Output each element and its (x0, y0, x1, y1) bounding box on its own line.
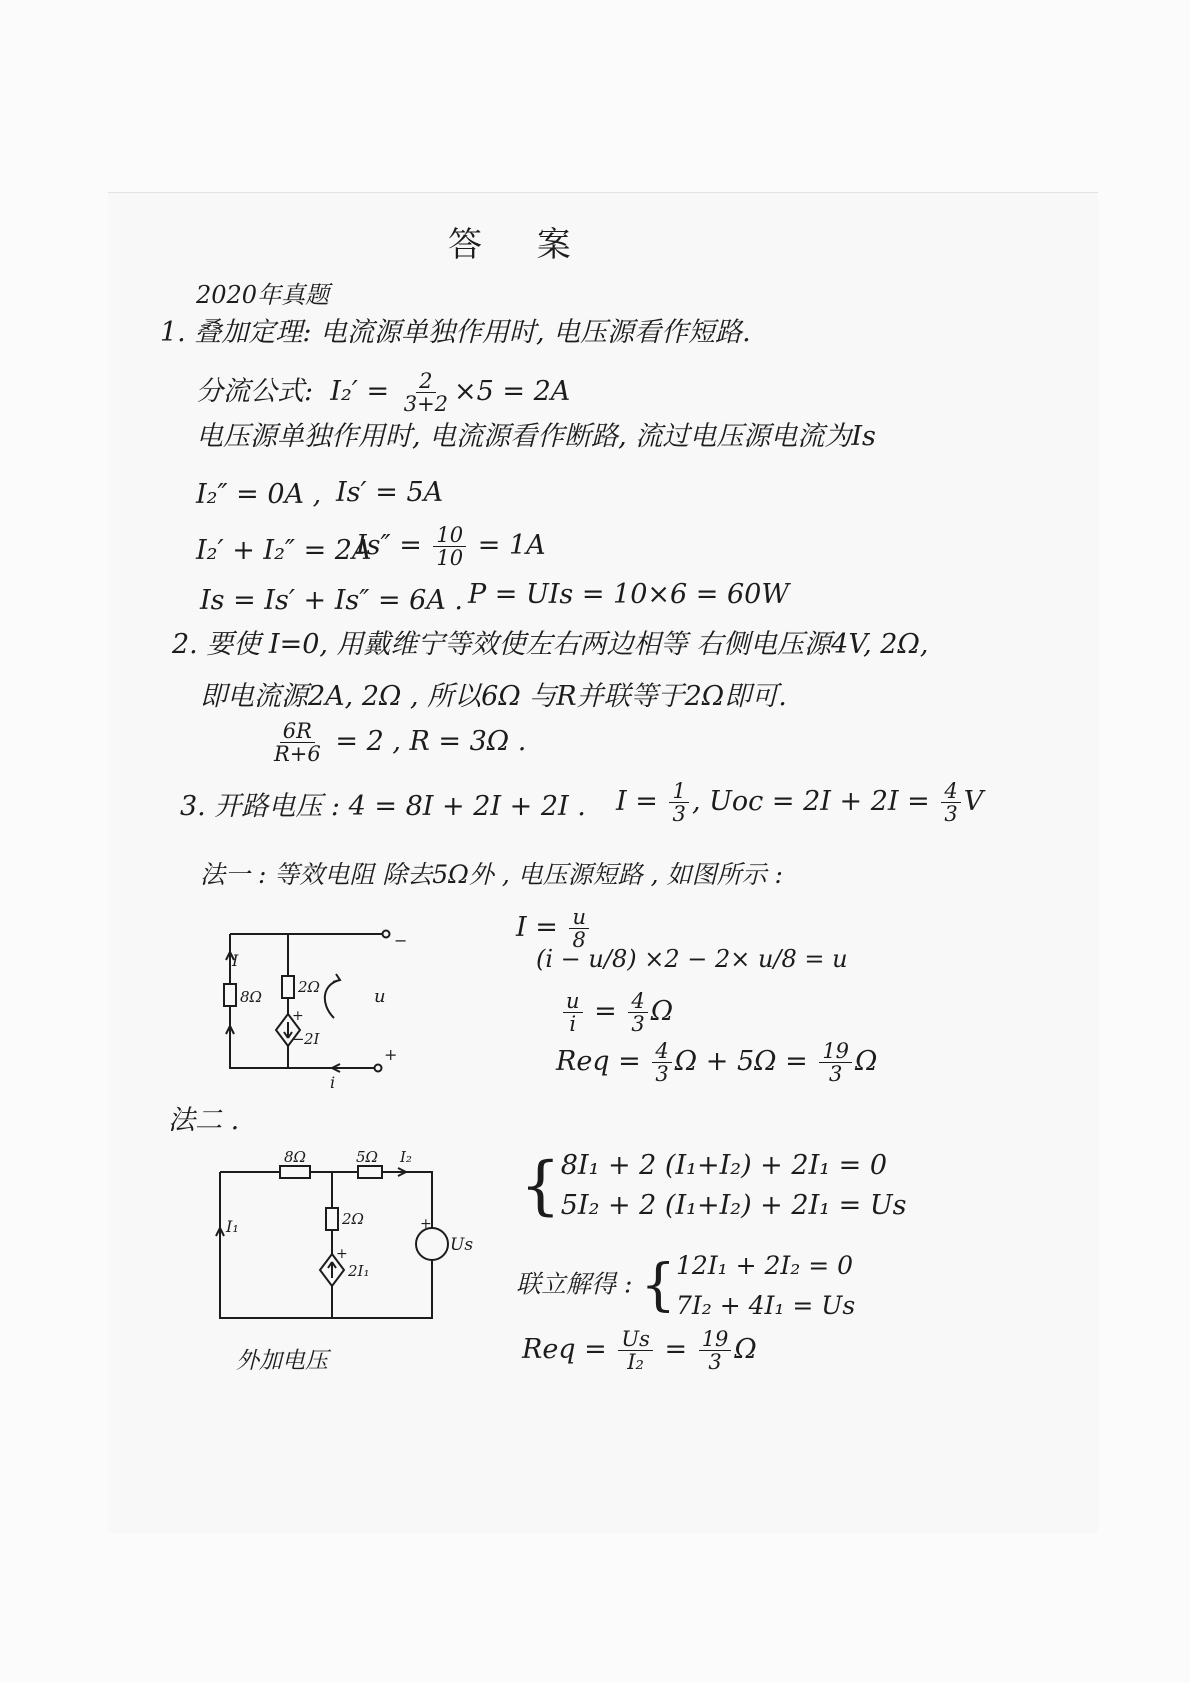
m1-eq3: $\frac{u}{i}$ = $\frac{4}{3}$ Ω (560, 990, 673, 1035)
circuit-diagram-1 (222, 922, 422, 1092)
c2-src-arrow (328, 1262, 336, 1278)
c1-label-u: u (374, 986, 386, 1007)
q3-method2: 法二 . (168, 1105, 240, 1136)
q1-line3: 电压源单独作用时, 电流源看作断路, 流过电压源电流为Is (196, 421, 876, 452)
m1-eq2: (i − u/8) ×2 − 2× u/8 = u (536, 945, 848, 973)
m2-caption: 外加电压 (236, 1348, 328, 1374)
q2-line1: 2. 要使 I=0, 用戴维宁等效使左右两边相等 右侧电压源4V, 2Ω, (172, 629, 929, 660)
c1-label-I: I (232, 951, 239, 970)
q1-line4b: Is′ = 5A (336, 477, 444, 508)
c1-label-minus: − (292, 1030, 305, 1048)
c1-label-out-plus: + (384, 1045, 398, 1064)
q1-line1: 1. 叠加定理: 电流源单独作用时, 电压源看作短路. (160, 317, 751, 348)
year-heading: 2020年真题 (196, 281, 330, 309)
c2-label-I2: I₂ (400, 1148, 412, 1166)
q1-line4a: I₂″ = 0A , (196, 479, 322, 510)
circuit-diagram-2 (216, 1148, 476, 1328)
c2-label-Us: Us (450, 1235, 474, 1255)
c1-label-plus: + (292, 1008, 304, 1024)
m1-eq4: Req = $\frac{4}{3}$ Ω + 5Ω = $\frac{19}{3}$ Ω (556, 1039, 878, 1086)
q1-line2: 分流公式: I₂′ = $\frac{2}{3+2}$ ×5 = 2A (196, 369, 571, 416)
m1-eq1: I = $\frac{u}{8}$ (516, 906, 592, 951)
c2-label-src-plus: + (420, 1216, 432, 1232)
m2-req: Req = $\frac{Us}{\text{I₂}}$ = $\frac{19}{3}$ Ω (522, 1327, 757, 1374)
c1-terminal-top (383, 931, 390, 938)
c1-src-arrow (284, 1022, 292, 1038)
c1-resistor-2 (282, 976, 294, 998)
q3-line1b: I = $\frac{1}{3}$ (616, 780, 692, 825)
c2-outer-loop (220, 1172, 432, 1318)
c1-resistor-8 (224, 984, 236, 1006)
q1-line5b: Is″ = $\frac{10}{10}$ = 1A (356, 523, 546, 570)
c2-label-2: 2Ω (342, 1210, 364, 1228)
m2-solve: 联立解得 : { 12I₁ + 2I₂ = 0 7I₂ + 4I₁ = Us (516, 1251, 856, 1320)
c1-label-src: 2I (304, 1030, 320, 1048)
q3-method1: 法一 : 等效电阻 除去5Ω外 , 电压源短路 , 如图所示 : (200, 860, 783, 889)
c1-label-i: i (330, 1073, 336, 1092)
c1-terminal-bottom (375, 1065, 382, 1072)
q3-line1c: , Uoc = 2I + 2I = $\frac{4}{3}$ V (692, 779, 984, 826)
c1-loop-arrow (325, 974, 340, 1018)
q1-line6b: P = UIs = 10×6 = 60W (468, 579, 790, 610)
c2-label-I1: I₁ (226, 1217, 239, 1236)
c2-label-5: 5Ω (356, 1148, 378, 1166)
c2-resistor-2 (326, 1208, 338, 1230)
c2-voltage-source (416, 1228, 448, 1260)
q2-line2: 即电流源2A, 2Ω , 所以6Ω 与R并联等于2Ω即可. (200, 681, 787, 712)
c1-label-8: 8Ω (240, 988, 262, 1006)
q2-line3: $\frac{6R}{R+6}$ = 2 , R = 3Ω . (274, 719, 527, 766)
c2-label-plus: + (336, 1246, 348, 1262)
c2-resistor-5 (358, 1166, 382, 1178)
c2-label-8: 8Ω (284, 1148, 306, 1166)
c1-label-2: 2Ω (298, 978, 320, 996)
c1-label-out-minus: − (394, 931, 408, 950)
q1-line6a: Is = Is′ + Is″ = 6A . (200, 585, 463, 616)
q1-line5a: I₂′ + I₂″ = 2A (196, 535, 372, 566)
c2-label-src: 2I₁ (348, 1262, 370, 1280)
q3-line1a: 3. 开路电压 : 4 = 8I + 2I + 2I . (180, 791, 586, 822)
page-title: 答 案 (448, 225, 593, 265)
m2-system: { 8I₁ + 2 (I₁+I₂) + 2I₁ = 0 5I₂ + 2 (I₁+I₂) + 2I₁ = Us (520, 1149, 907, 1223)
c2-resistor-8 (280, 1166, 310, 1178)
